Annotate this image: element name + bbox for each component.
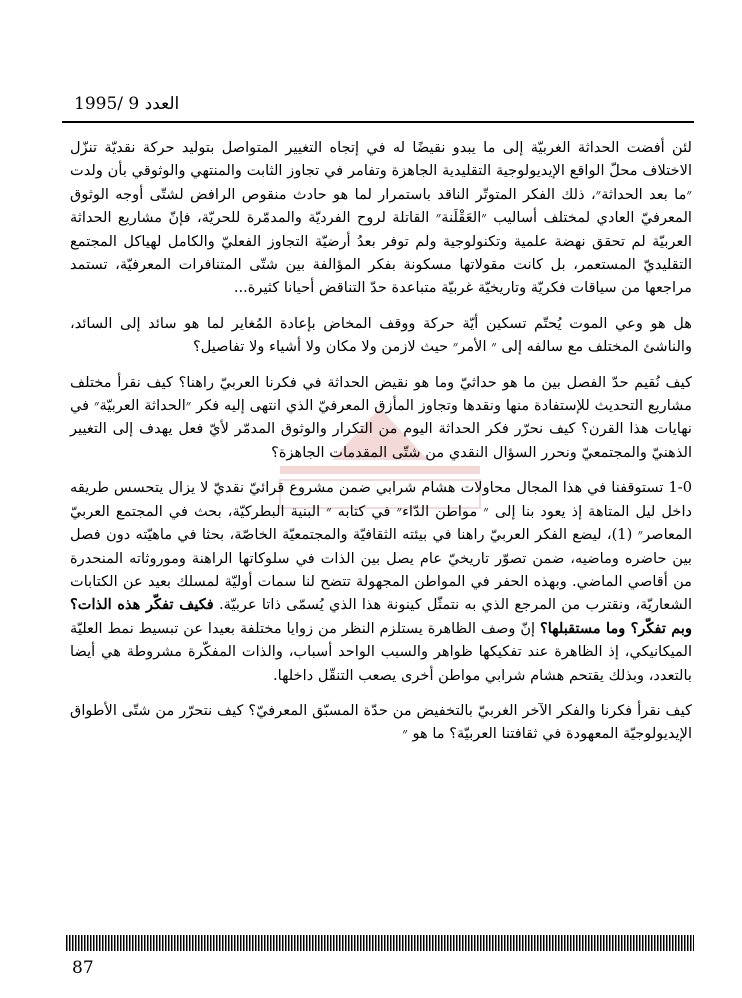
section-intro: 1-0 تستوقفنا في هذا المجال محاولات هشام شرابي ضمن مشروع قرائيّ نقديّ لا يزال يتحسس طريقه داخل ليل المتاهة إذ يعود بنا إلى ״ مواطن الدّاء״ في كتابه ״ البنية البطركيّة، بحث في المجتمع العربيّ المعاصر״ (1)، ليضع الفكر العربيّ راهنا في بيئته الثقافيّة والمجتمعيّة الخاصّة، بحثا في ماهيّته دون فصل بين حاضره وماضيه، ضمن تصوّر تاريخيّ عام يصل بين الذات في سلوكاتها الراهنة وموروثاته المنحدرة من أقاصي الماضي. وبهذه الحفر في المواطن المجهولة تتضح لنا سمات أوليّة لمسلك بعيد عن الكتابات الشعاريّة، ونقترب من المرجع الذي به نتمثّل كينونة هذا الذي يُسمّى ذاتا عربيّة.: [70, 479, 692, 614]
issue-label: العدد 9 /1995: [74, 94, 180, 114]
page-header: [62, 92, 694, 118]
bold-question: فكيف تفكّر هذه الذات؟ وبم تفكّر؟ وما مستقبلها؟: [70, 596, 693, 637]
page-number: 87: [72, 958, 94, 978]
section-paragraph: [70, 476, 692, 687]
section-continuation: إنّ وصف الظاهرة يستلزم النظر من زوايا مختلفة بعيدا عن تبسيط نمط العليّة الميكانيكي، إذ الظاهرة عند تفكيكها ظواهر والسبب الواحد أسباب، والذات المفكّرة مشروطة هي أيضا بالتعدد، وبذلك يقتحم هشام شرابي مواطن أخرى يصعب التنقّل داخلها.: [70, 619, 692, 684]
paragraph-1: لئن أفضت الحداثة الغربيّة إلى ما يبدو نقيضًا له في إتجاه التغيير المتواصل بتوليد حركة نقديّة تنزّل الاختلاف محلّ الواقع الإيديولوجية التقليدية الجاهزة وتفامر في تجاوز الثابت والمنتهي والوثوقي بأن ولدت ״ما بعد الحداثة״، ذلك الفكر المتوتّر الناقد باستمرار لما هو حادث منقوص الرافض لشتّى أوجه الوثوق المعرفيّ العادي لمختلف أساليب ״العَقْلَنة״ القاتلة لروح الفرديّة والمدمّرة للحريّة، فإنّ مشاريع الحداثة العربيّة لم تحقق نهضة علمية وتكنولوجية ولم توفر بعدُ أرضيّة التجاوز الفعليّ والكامل لهياكل المجتمع التقليديّ المستعمر، بل كانت مقولاتها مسكونة بفكر المؤالفة بين شتّى المتنافرات المعرفيّة، تستمد مراجعها من سياقات فكريّة وتاريخيّة غربيّة متباعدة حدّ التناقض أحيانا كثيرة...: [70, 139, 692, 297]
header-rule: [62, 121, 694, 123]
paragraph-3: كيف نُقيم حدّ الفصل بين ما هو حداثيّ وما هو نقيض الحداثة في فكرنا العربيّ راهنا؟ كيف نقرأ مختلف مشاريع التحديث للإستفادة منها ونقدها وتجاوز المأزق المعرفيّ الذي انتهى إليه فكر ״الحداثة العربيّة״ في نهايات هذا القرن؟ كيف نحرّر فكر الحداثة اليوم من التكرار والوثوق المدمّر لأيّ فعل يهدف إلى التغيير الذهنيّ والمجتمعيّ ونحرر السؤال النقدي من شتّى المقدمات الجاهزة؟: [70, 373, 692, 461]
closing-paragraph: كيف نقرأ فكرنا والفكر الآخر الغربيّ بالتخفيض من حدّة المسبّق المعرفيّ؟ كيف نتحرّر من شتّى الأطواق الإيديولوجيّة المعهودة في ثقافتنا العربيّة؟ ما هو ״: [70, 701, 692, 743]
article-body: [70, 136, 692, 758]
footer-decorative-bar: [66, 935, 694, 951]
paragraph-2: هل هو وعي الموت يُحتّم تسكين أيّة حركة ووقف المخاض بإعادة المُغاير لما هو سائد إلى السائد، والناشئ المختلف مع سالفه إلى ״ الأمر״ حيث لازمن ولا مكان ولا أشياء ولا تفاصيل؟: [70, 314, 692, 356]
